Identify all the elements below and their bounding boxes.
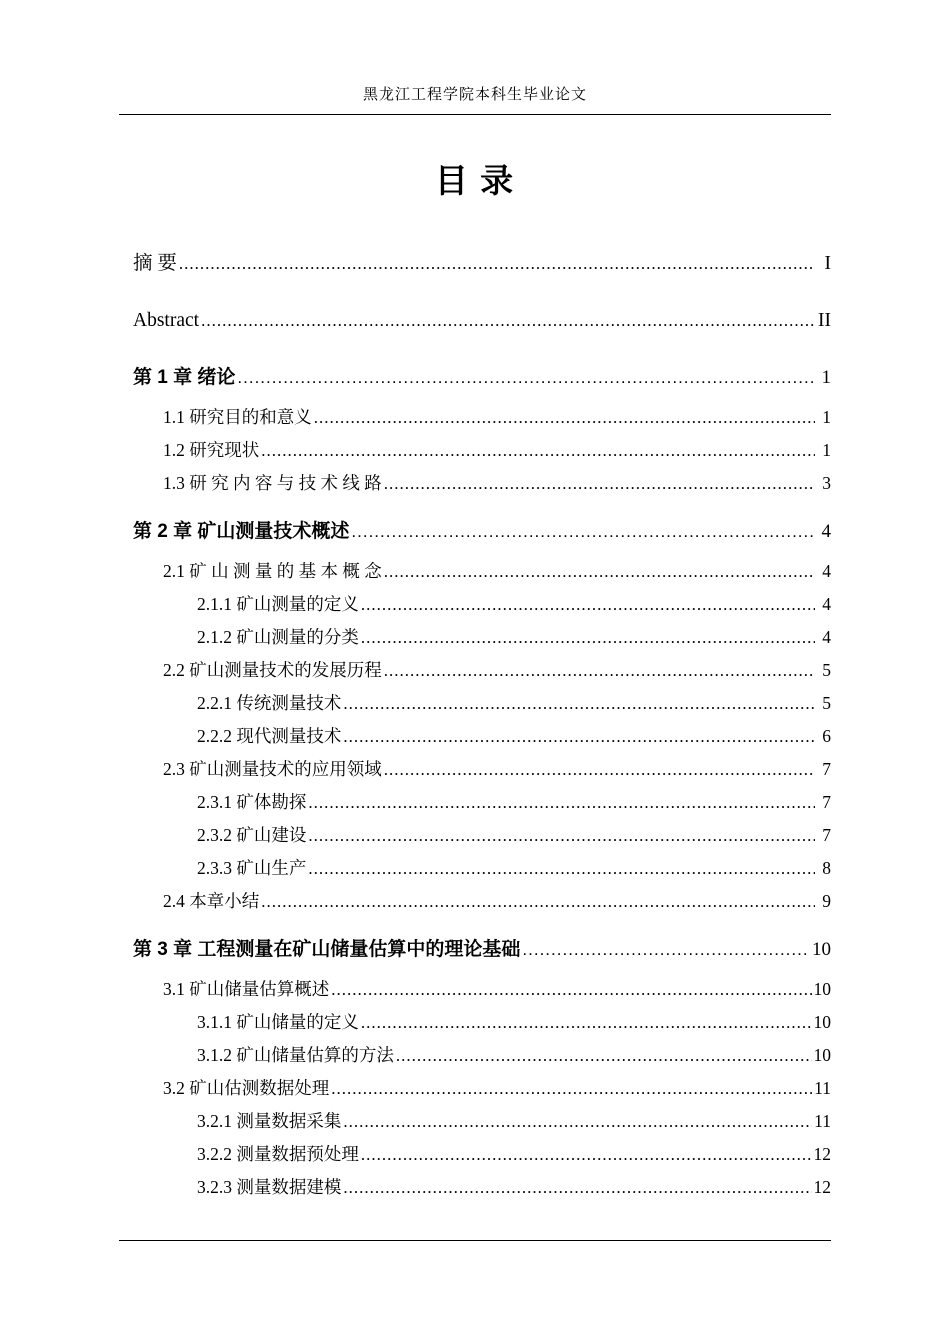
toc-entry[interactable] xyxy=(133,1171,831,1204)
toc-entry[interactable] xyxy=(133,361,831,394)
toc-leader-dots xyxy=(396,1039,812,1072)
toc-leader-dots xyxy=(384,753,815,786)
toc-entry-label: 摘 要 xyxy=(133,253,177,274)
toc-entry-page: 9 xyxy=(822,891,831,911)
toc-leader-dots xyxy=(361,1006,812,1039)
toc-entry-page: 4 xyxy=(822,561,831,581)
toc-entry-page: 10 xyxy=(812,939,831,960)
toc-entry-label: 1.2 研究现状 xyxy=(163,440,260,460)
toc-leader-dots xyxy=(384,467,815,500)
toc-entry-page: 1 xyxy=(822,407,831,427)
toc-entry-label: Abstract xyxy=(133,310,200,331)
toc-entry[interactable] xyxy=(133,1006,831,1039)
toc-entry[interactable] xyxy=(133,933,831,966)
toc-entry-page: I xyxy=(824,253,831,274)
toc-entry[interactable] xyxy=(133,852,831,885)
toc-entry-page: 4 xyxy=(821,521,831,542)
toc-entry-page: 10 xyxy=(813,1012,831,1032)
toc-entry[interactable] xyxy=(133,467,831,500)
toc-entry-label: 3.2.1 测量数据采集 xyxy=(197,1111,342,1131)
toc-entry-label: 1.1 研究目的和意义 xyxy=(163,407,312,427)
toc-entry-label: 2.1.2 矿山测量的分类 xyxy=(197,627,359,647)
toc-entry-page: 4 xyxy=(822,594,831,614)
toc-entry[interactable] xyxy=(133,1039,831,1072)
toc-entry[interactable] xyxy=(133,401,831,434)
toc-entry-label: 2.3.1 矿体勘探 xyxy=(197,792,307,812)
header-rule xyxy=(119,114,831,115)
toc-entry-label: 2.3.3 矿山生产 xyxy=(197,858,307,878)
running-header: 黑龙江工程学院本科生毕业论文 xyxy=(362,87,587,103)
toc-entry-page: 6 xyxy=(822,726,831,746)
toc-entry[interactable] xyxy=(133,555,831,588)
toc-entry-page: II xyxy=(818,310,831,331)
toc-entry-label: 2.2.2 现代测量技术 xyxy=(197,726,342,746)
toc-entry[interactable] xyxy=(133,621,831,654)
toc-entry[interactable] xyxy=(133,1072,831,1105)
toc-leader-dots xyxy=(308,819,815,852)
toc-list xyxy=(119,247,831,1204)
toc-entry-label: 2.1 矿 山 测 量 的 基 本 概 念 xyxy=(163,561,382,581)
toc-entry-page: 10 xyxy=(813,1045,831,1065)
toc-leader-dots xyxy=(343,720,815,753)
toc-entry[interactable] xyxy=(133,588,831,621)
toc-leader-dots xyxy=(308,852,815,885)
toc-entry-page: 10 xyxy=(813,979,831,999)
toc-leader-dots xyxy=(261,885,815,918)
toc-entry-label: 3.1.1 矿山储量的定义 xyxy=(197,1012,359,1032)
toc-entry[interactable] xyxy=(133,885,831,918)
toc-leader-dots xyxy=(343,1171,811,1204)
toc-leader-dots xyxy=(331,973,811,1006)
toc-entry[interactable] xyxy=(133,1105,831,1138)
toc-leader-dots xyxy=(314,401,815,434)
toc-leader-dots xyxy=(343,1105,812,1138)
toc-leader-dots xyxy=(237,361,815,394)
toc-entry[interactable] xyxy=(133,973,831,1006)
toc-entry-label: 2.2 矿山测量技术的发展历程 xyxy=(163,660,382,680)
toc-leader-dots xyxy=(261,434,815,467)
toc-entry[interactable] xyxy=(133,434,831,467)
toc-leader-dots xyxy=(201,304,815,337)
toc-entry-label: 3.1 矿山储量估算概述 xyxy=(163,979,330,999)
toc-entry-page: 7 xyxy=(822,759,831,779)
toc-entry-label: 第 2 章 矿山测量技术概述 xyxy=(133,521,350,542)
toc-entry-label: 2.3.2 矿山建设 xyxy=(197,825,307,845)
toc-leader-dots xyxy=(343,687,815,720)
toc-entry-page: 11 xyxy=(814,1111,831,1131)
toc-leader-dots xyxy=(522,933,810,966)
toc-entry-page: 7 xyxy=(822,792,831,812)
toc-entry[interactable] xyxy=(133,1138,831,1171)
toc-entry-label: 第 1 章 绪论 xyxy=(133,367,236,388)
toc-entry[interactable] xyxy=(133,786,831,819)
toc-entry[interactable] xyxy=(133,304,831,337)
page-title: 目 录 xyxy=(434,164,516,200)
toc-entry-page: 1 xyxy=(822,440,831,460)
toc-entry-page: 12 xyxy=(813,1177,831,1197)
toc-entry[interactable] xyxy=(133,819,831,852)
toc-entry-label: 3.2 矿山估测数据处理 xyxy=(163,1078,330,1098)
toc-entry-page: 7 xyxy=(822,825,831,845)
toc-entry-label: 2.1.1 矿山测量的定义 xyxy=(197,594,359,614)
toc-entry-page: 1 xyxy=(821,367,831,388)
toc-entry-page: 3 xyxy=(822,473,831,493)
toc-leader-dots xyxy=(331,1072,812,1105)
toc-entry-label: 3.1.2 矿山储量估算的方法 xyxy=(197,1045,394,1065)
toc-leader-dots xyxy=(179,247,815,280)
toc-leader-dots xyxy=(351,515,815,548)
toc-entry[interactable] xyxy=(133,515,831,548)
toc-entry-label: 1.3 研 究 内 容 与 技 术 线 路 xyxy=(163,473,382,493)
toc-entry-page: 11 xyxy=(814,1078,831,1098)
toc-entry[interactable] xyxy=(133,247,831,280)
toc-entry-label: 2.4 本章小结 xyxy=(163,891,260,911)
toc-entry-page: 5 xyxy=(822,693,831,713)
toc-entry[interactable] xyxy=(133,720,831,753)
toc-entry[interactable] xyxy=(133,654,831,687)
toc-entry-label: 3.2.3 测量数据建模 xyxy=(197,1177,342,1197)
toc-leader-dots xyxy=(361,588,815,621)
toc-leader-dots xyxy=(384,555,815,588)
toc-entry[interactable] xyxy=(133,687,831,720)
toc-leader-dots xyxy=(384,654,815,687)
toc-leader-dots xyxy=(361,1138,812,1171)
toc-entry-label: 2.2.1 传统测量技术 xyxy=(197,693,342,713)
footer-rule xyxy=(119,1240,831,1241)
toc-entry-page: 4 xyxy=(822,627,831,647)
toc-entry[interactable] xyxy=(133,753,831,786)
toc-leader-dots xyxy=(361,621,815,654)
toc-entry-label: 3.2.2 测量数据预处理 xyxy=(197,1144,359,1164)
toc-entry-label: 2.3 矿山测量技术的应用领域 xyxy=(163,759,382,779)
toc-entry-page: 12 xyxy=(813,1144,831,1164)
toc-leader-dots xyxy=(308,786,815,819)
toc-entry-page: 8 xyxy=(822,858,831,878)
toc-entry-label: 第 3 章 工程测量在矿山储量估算中的理论基础 xyxy=(133,939,521,960)
toc-entry-page: 5 xyxy=(822,660,831,680)
